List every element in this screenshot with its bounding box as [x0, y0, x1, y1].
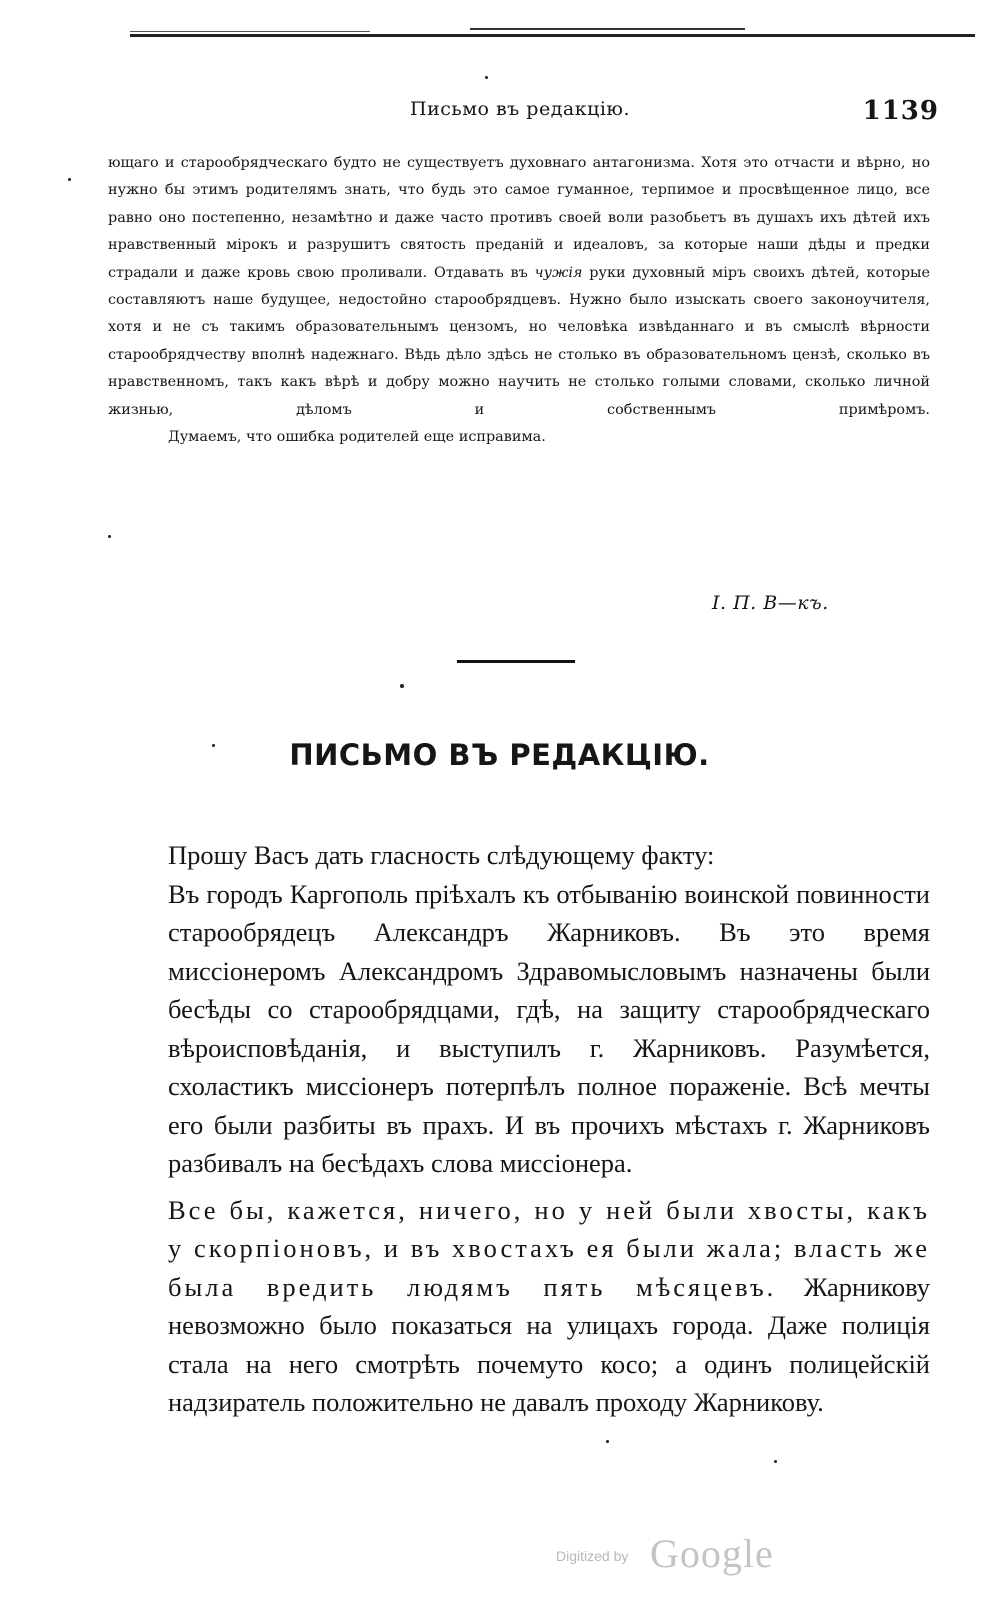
scan-speck [108, 535, 111, 538]
previous-article-italic-word: чужія [534, 264, 583, 281]
article-paragraph: Прошу Васъ дать гласность слѣдующему факту: [168, 840, 715, 870]
digitized-by-label: Digitized by [556, 1548, 629, 1564]
previous-article-text [108, 150, 930, 451]
article-spaced-text: Все бы, кажется, ничего, но у ней были хвосты, какъ у скорпіоновъ, и въ хвостахъ ея были жала; власть же была вредить людямъ пять мѣсяцевъ. [168, 1194, 930, 1302]
top-rule [130, 34, 975, 37]
article-paragraph [108, 1191, 930, 1422]
scan-speck [400, 684, 404, 688]
article-body [108, 836, 930, 1422]
section-divider [457, 660, 575, 663]
top-rule-thin [130, 31, 370, 32]
scan-speck [212, 744, 215, 747]
scan-speck [606, 1440, 609, 1443]
author-signature: І. П. В—къ. [712, 592, 829, 614]
article-paragraph: Въ городъ Каргополь пріѣхалъ къ отбыванію воинской повинности старообрядецъ Александръ Жарниковъ. Въ это время миссіонеромъ Александромъ Здравомысловымъ назначены были бесѣды со старообрядцами, гдѣ, на защиту старообрядческаго вѣроисповѣданія, и выступилъ г. Жарниковъ. Разумѣется, схоластикъ миссіонеръ потерпѣлъ полное пораженіе. Всѣ мечты его были разбиты въ прахъ. И въ прочихъ мѣстахъ г. Жарниковъ разбивалъ на бесѣдахъ слова миссіонера. [168, 878, 930, 1178]
previous-article-text-run: ющаго и старообрядческаго будто не существуетъ духовнаго антагонизма. Хотя это отчасти и вѣрно, но нужно бы этимъ родителямъ знать, что будь это самое гуманное, терпимое и просвѣщенное лицо, все равно оно постепенно, незамѣтно и даже часто противъ своей воли разобьетъ въ душахъ ихъ дѣтей ихъ нравственный мірокъ и разрушитъ святость преданій и идеаловъ, за которые наши дѣды и предки страдали и даже кровь свою проливали. Отдавать въ [108, 155, 930, 281]
page-number: 1139 [862, 96, 939, 126]
article-text-run: Жарникову невозможно было показаться на улицахъ города. Даже полиція стала на него смотрѣть почемуто косо; а одинъ полицейскій надзиратель положительно не давалъ проходу Жарникову. [168, 1271, 931, 1417]
scan-speck [774, 1460, 777, 1463]
top-rule-mid [470, 28, 745, 30]
previous-article-text-run: руки духовный міръ своихъ дѣтей, которые составляютъ наше будущее, недостойно старообрядцевъ. Нужно было изыскать своего законоучителя, хотя и не съ такимъ образовательнымъ цензомъ, но человѣка извѣданнаго и въ смыслѣ вѣрности старообрядчеству вполнѣ надежнаго. Вѣдь дѣло здѣсь не столько въ образовательномъ цензѣ, сколько въ нравственномъ, такъ какъ вѣрѣ и добру можно научить не столько голыми словами, сколько личной жизнью, дѣломъ и собственнымъ примѣромъ. [108, 264, 931, 418]
article-title: ПИСЬМО ВЪ РЕДАКЦІЮ. [289, 738, 710, 772]
scan-speck [485, 76, 488, 79]
google-logo: Google [650, 1531, 774, 1576]
previous-article-conclusion: Думаемъ, что ошибка родителей еще исправима. [168, 429, 546, 446]
scan-speck [68, 178, 71, 181]
running-head: Письмо въ редакцію. [410, 98, 630, 120]
previous-article-paragraph [108, 150, 930, 424]
